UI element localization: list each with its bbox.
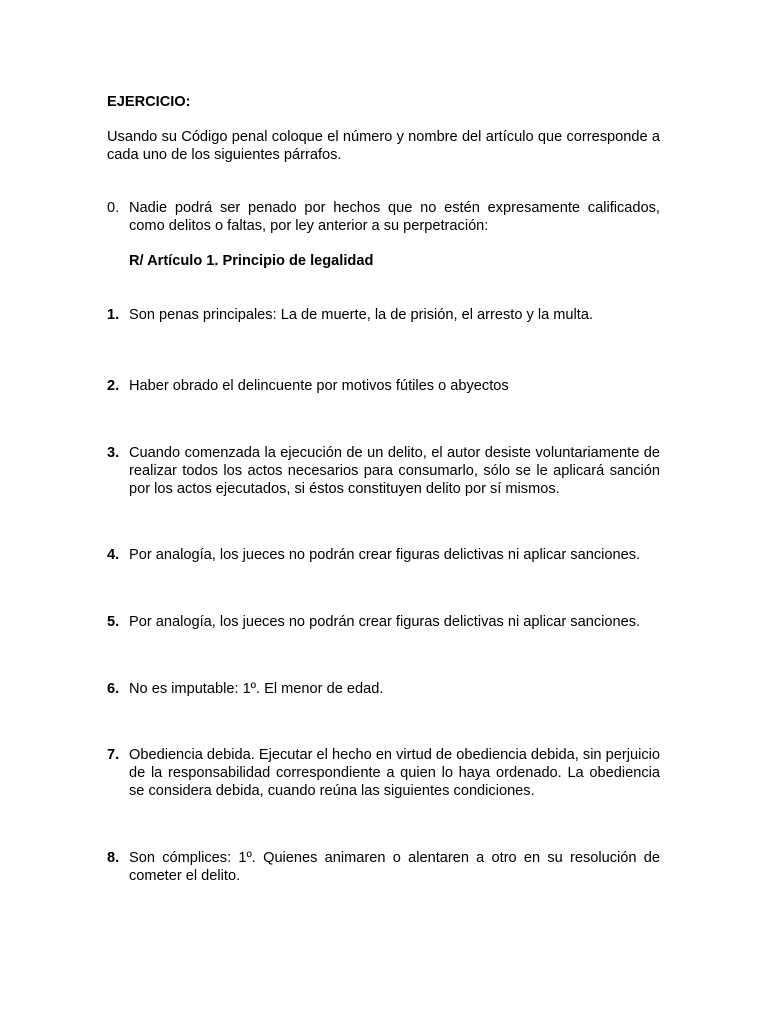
item-number: 4. [107,547,120,563]
item-text: No es imputable: 1º. El menor de edad. [129,681,384,697]
item-number: 8. [107,850,120,866]
list-item-5 [107,613,660,631]
item-text: Por analogía, los jueces no podrán crear figuras delictivas ni aplicar sanciones. [129,547,641,563]
item-number: 5. [107,614,120,630]
list-item-1 [107,306,660,324]
item-number: 7. [107,747,120,763]
list-item-0 [107,199,660,235]
item-text: Obediencia debida. Ejecutar el hecho en virtud de obediencia debida, sin perjuicio de la responsabilidad correspondiente a quien lo haya ordenado. La obediencia se considera debida, cuando reúna las siguientes condiciones. [129,747,660,799]
list-item-7 [107,746,660,800]
list-item-3 [107,444,660,498]
list-item-4 [107,546,660,564]
list-item-8 [107,849,660,885]
item-number: 6. [107,681,120,697]
exercise-heading: EJERCICIO: [107,94,191,110]
item-text: Cuando comenzada la ejecución de un delito, el autor desiste voluntariamente de realizar todos los actos necesarios para consumarlo, sólo se le aplicará sanción por los actos ejecutados, si éstos constituyen delito por sí mismos. [129,445,660,497]
list-item-2 [107,377,660,395]
item-text: Por analogía, los jueces no podrán crear figuras delictivas ni aplicar sanciones. [129,614,641,630]
item-number: 0. [107,200,120,216]
item-number: 2. [107,378,120,394]
example-answer: R/ Artículo 1. Principio de legalidad [129,253,374,269]
list-item-6 [107,680,660,698]
item-text: Son penas principales: La de muerte, la de prisión, el arresto y la multa. [129,307,594,323]
item-text: Nadie podrá ser penado por hechos que no estén expresamente calificados, como delitos o faltas, por ley anterior a su perpetración: [129,200,660,234]
item-number: 3. [107,445,120,461]
item-text: Haber obrado el delincuente por motivos fútiles o abyectos [129,378,509,394]
item-number: 1. [107,307,120,323]
item-text: Son cómplices: 1º. Quienes animaren o alentaren a otro en su resolución de cometer el delito. [129,850,660,884]
instructions-paragraph: Usando su Código penal coloque el número y nombre del artículo que corresponde a cada uno de los siguientes párrafos. [107,129,660,163]
